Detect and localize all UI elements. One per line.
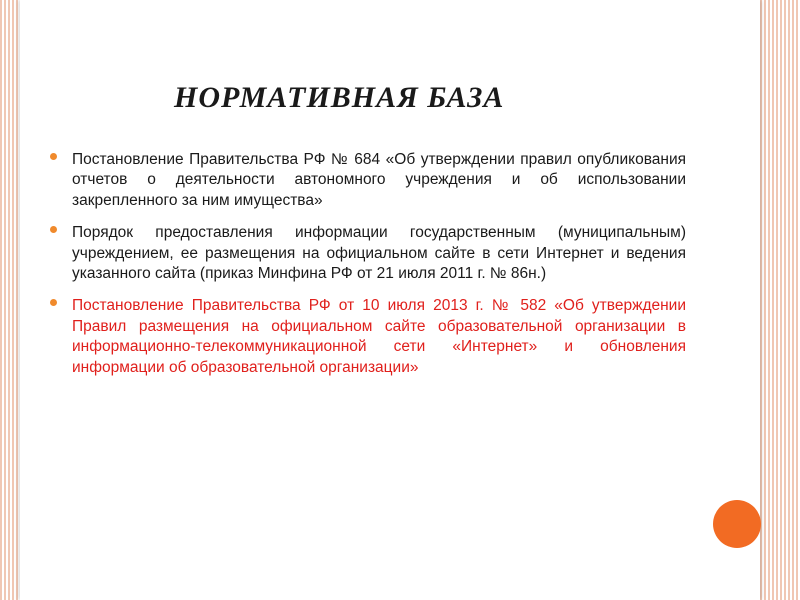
bullet-text: Постановление Правительства РФ № 684 «Об утверждении правил опубликования отчетов о деятельности автономного учреждения и об использовании закрепленного за ним имущества»	[72, 151, 686, 209]
orange-circle-icon	[713, 500, 761, 548]
left-stripe-decoration	[0, 0, 20, 600]
bullet-icon	[50, 226, 57, 233]
list-item	[50, 150, 686, 211]
bullet-list	[50, 150, 686, 390]
bullet-icon	[50, 153, 57, 160]
list-item	[50, 296, 686, 378]
bullet-text: Порядок предоставления информации государственным (муниципальным) учреждением, ее размещения на официальном сайте в сети Интернет и ведения указанного сайта (приказ Минфина РФ от 21 июля 2011 г. № 86н.)	[72, 224, 686, 283]
bullet-icon	[50, 299, 57, 306]
list-item	[50, 223, 686, 284]
bullet-text: Постановление Правительства РФ от 10 июля 2013 г. № 582 «Об утверждении Правил размещения на официальном сайте образовательной организации в информационно-телекоммуникационной сети «Интернет» и обновления информации об образовательной организации»	[72, 297, 686, 376]
slide-title: НОРМАТИВНАЯ БАЗА	[174, 81, 505, 114]
right-stripe-decoration	[760, 0, 800, 600]
